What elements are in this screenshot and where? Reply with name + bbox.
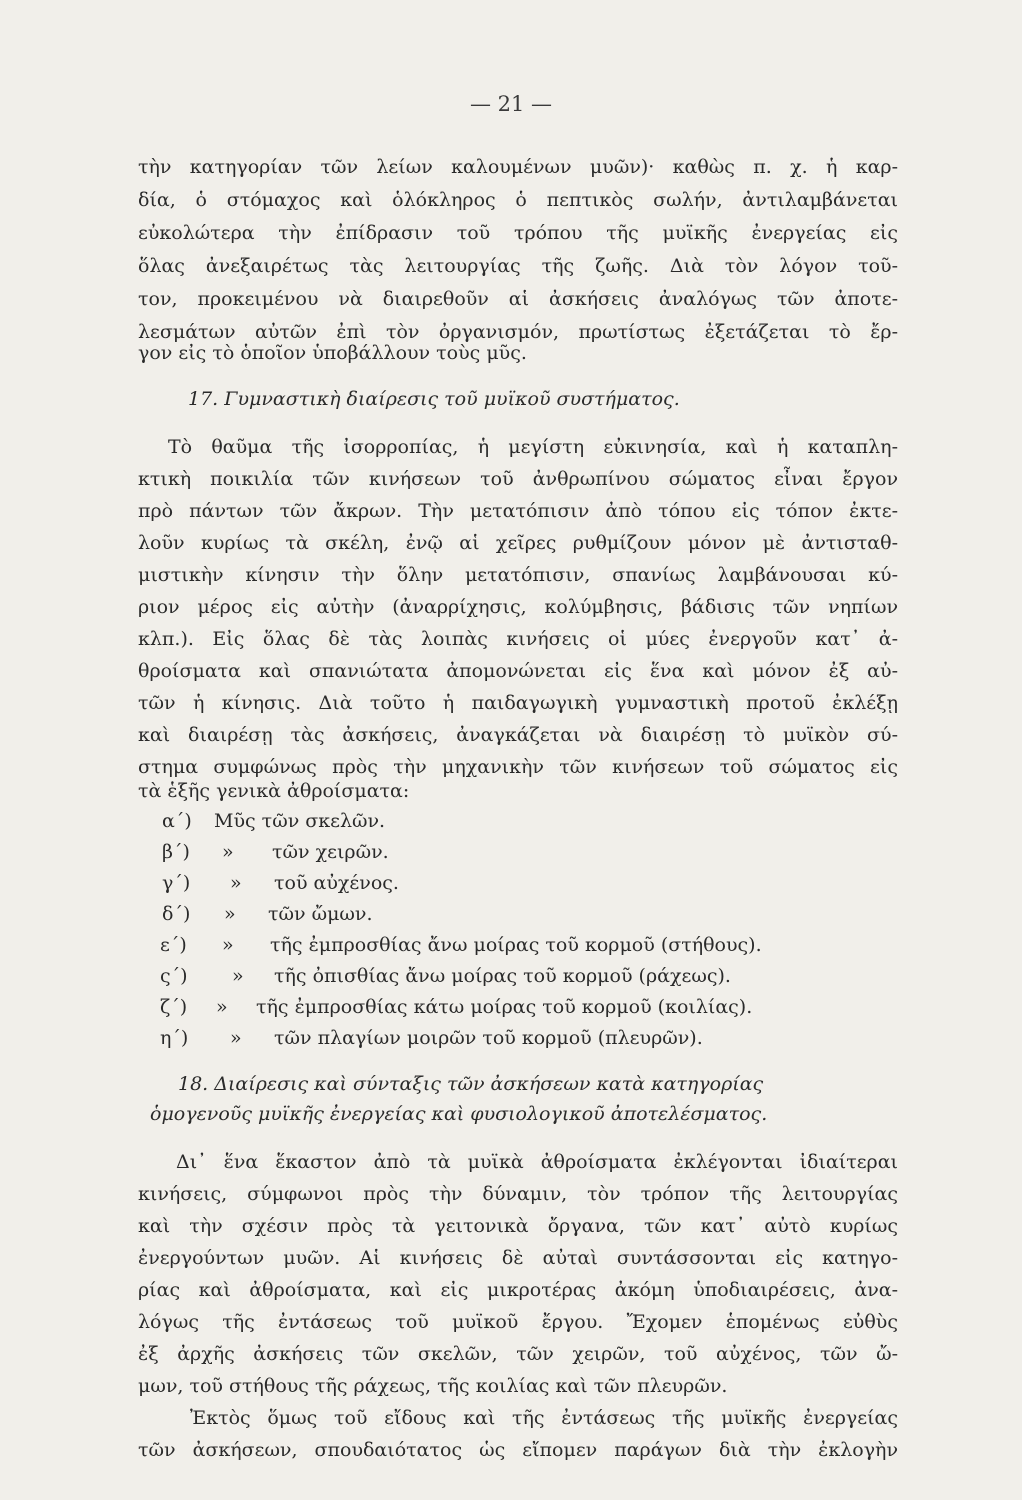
list-marker: η΄) [160, 1027, 189, 1049]
para2-line: ριον μέρος εἰς αὐτὴν (ἀναρρίχησις, κολύμβησις, βάδισις τῶν νηπίων [138, 596, 898, 618]
section-18-heading: 18. Διαίρεσις καὶ σύνταξις τῶν ἀσκήσεων κατὰ κατηγορίας [178, 1073, 764, 1095]
para2-line: λοῦν κυρίως τὰ σκέλη, ἐνῷ αἱ χεῖρες ρυθμίζουν μόνον μὲ ἀντισταθ- [138, 532, 898, 554]
para3-line: κινήσεις, σύμφωνοι πρὸς τὴν δύναμιν, τὸν τρόπον τῆς λειτουργίας [138, 1183, 898, 1205]
para3-line: ἐνεργούντων μυῶν. Αἱ κινήσεις δὲ αὐταὶ συντάσσονται εἰς κατηγο- [138, 1247, 898, 1269]
para2-line: πρὸ πάντων τῶν ἄκρων. Τὴν μετατόπισιν ἀπὸ τόπου εἰς τόπον ἐκτε- [138, 500, 898, 522]
para1-line: εὐκολώτερα τὴν ἐπίδρασιν τοῦ τρόπου τῆς μυϊκῆς ἐνεργείας εἰς [138, 222, 898, 244]
para1-line: δία, ὁ στόμαχος καὶ ὁλόκληρος ὁ πεπτικὸς σωλήν, ἀντιλαμβάνεται [138, 189, 898, 211]
para3-line: ρίας καὶ ἀθροίσματα, καὶ εἰς μικροτέρας ἀκόμη ὑποδιαιρέσεις, ἀνα- [138, 1279, 898, 1301]
section-17-heading: 17. Γυμναστικὴ διαίρεσις τοῦ μυϊκοῦ συστήματος. [188, 388, 680, 410]
para2-line: καὶ διαιρέσῃ τὰς ἀσκήσεις, ἀναγκάζεται νὰ διαιρέσῃ τὸ μυϊκὸν σύ- [138, 724, 898, 746]
para1-line: τον, προκειμένου νὰ διαιρεθοῦν αἱ ἀσκήσεις ἀναλόγως τῶν ἀποτε- [138, 288, 898, 310]
list-text: τῶν χειρῶν. [272, 841, 389, 863]
list-ditto: » [230, 1027, 242, 1049]
list-ditto: » [232, 965, 244, 987]
list-text: τοῦ αὐχένος. [274, 872, 399, 894]
para3-line: Ἐκτὸς ὅμως τοῦ εἴδους καὶ τῆς ἐντάσεως τῆς μυϊκῆς ἐνεργείας [190, 1407, 898, 1429]
page-number: — 21 — [469, 92, 553, 116]
section-18-heading: ὁμογενοῦς μυϊκῆς ἐνεργείας καὶ φυσιολογικοῦ ἀποτελέσματος. [150, 1103, 768, 1125]
para2-line: θροίσματα καὶ σπανιώτατα ἀπομονώνεται εἰς ἕνα καὶ μόνον ἐξ αὐ- [138, 660, 898, 682]
para2-line: στημα συμφώνως πρὸς τὴν μηχανικὴν τῶν κινήσεων τοῦ σώματος εἰς [138, 756, 898, 778]
list-marker: ς΄) [160, 965, 188, 987]
para3-line: ἐξ ἀρχῆς ἀσκήσεις τῶν σκελῶν, τῶν χειρῶν, τοῦ αὐχένος, τῶν ὤ- [138, 1343, 898, 1365]
list-text: Μῦς τῶν σκελῶν. [214, 810, 386, 832]
list-text: τῆς ὀπισθίας ἄνω μοίρας τοῦ κορμοῦ (ράχεως). [274, 965, 731, 987]
para2-line: τὰ ἑξῆς γενικὰ ἀθροίσματα: [138, 780, 410, 802]
para1-line: τὴν κατηγορίαν τῶν λείων καλουμένων μυῶν)· καθὼς π. χ. ἡ καρ- [138, 156, 898, 178]
list-text: τῶν ὤμων. [268, 903, 373, 925]
list-marker: ε΄) [160, 934, 187, 956]
list-text: τῶν πλαγίων μοιρῶν τοῦ κορμοῦ (πλευρῶν). [274, 1027, 703, 1049]
list-ditto: » [216, 996, 228, 1018]
para2-line: κτικὴ ποικιλία τῶν κινήσεων τοῦ ἀνθρωπίνου σώματος εἶναι ἔργον [138, 468, 898, 490]
para2-line: κλπ.). Εἰς ὅλας δὲ τὰς λοιπὰς κινήσεις οἱ μύες ἐνεργοῦν κατ᾿ ἀ- [138, 628, 898, 650]
list-text: τῆς ἐμπροσθίας κάτω μοίρας τοῦ κορμοῦ (κοιλίας). [256, 996, 753, 1018]
list-text: τῆς ἐμπροσθίας ἄνω μοίρας τοῦ κορμοῦ (στήθους). [270, 934, 762, 956]
para1-line: λεσμάτων αὐτῶν ἐπὶ τὸν ὀργανισμόν, πρωτίστως ἐξετάζεται τὸ ἔρ- [138, 321, 898, 343]
list-marker: ζ΄) [160, 996, 188, 1018]
para3-line: τῶν ἀσκήσεων, σπουδαιότατος ὡς εἴπομεν παράγων διὰ τὴν ἐκλογὴν [138, 1439, 898, 1461]
para3-line: λόγως τῆς ἐντάσεως τοῦ μυϊκοῦ ἔργου. Ἔχομεν ἑπομένως εὐθὺς [138, 1311, 898, 1333]
list-marker: γ΄) [162, 872, 191, 894]
list-marker: β΄) [162, 841, 190, 863]
para3-line: μων, τοῦ στήθους τῆς ράχεως, τῆς κοιλίας καὶ τῶν πλευρῶν. [138, 1375, 728, 1397]
list-marker: δ΄) [162, 903, 191, 925]
para1-line: ὅλας ἀνεξαιρέτως τὰς λειτουργίας τῆς ζωῆς. Διὰ τὸν λόγον τοῦ- [138, 255, 898, 277]
para2-line: τῶν ἡ κίνησις. Διὰ τοῦτο ἡ παιδαγωγικὴ γυμναστικὴ προτοῦ ἐκλέξῃ [138, 692, 898, 714]
para2-line: μιστικὴν κίνησιν τὴν ὅλην μετατόπισιν, σπανίως λαμβάνουσαι κύ- [138, 564, 898, 586]
para3-line: Δι᾿ ἕνα ἕκαστον ἀπὸ τὰ μυϊκὰ ἀθροίσματα ἐκλέγονται ἰδιαίτεραι [176, 1151, 898, 1173]
para3-line: καὶ τὴν σχέσιν πρὸς τὰ γειτονικὰ ὄργανα, τῶν κατ᾿ αὐτὸ κυρίως [138, 1215, 898, 1237]
list-ditto: » [224, 903, 236, 925]
para1-line: γον εἰς τὸ ὁποῖον ὑποβάλλουν τοὺς μῦς. [138, 342, 527, 364]
list-ditto: » [222, 934, 234, 956]
list-ditto: » [230, 872, 242, 894]
para2-line: Τὸ θαῦμα τῆς ἰσορροπίας, ἡ μεγίστη εὐκινησία, καὶ ἡ καταπλη- [168, 436, 898, 458]
list-marker: α΄) [162, 810, 192, 832]
list-ditto: » [222, 841, 234, 863]
